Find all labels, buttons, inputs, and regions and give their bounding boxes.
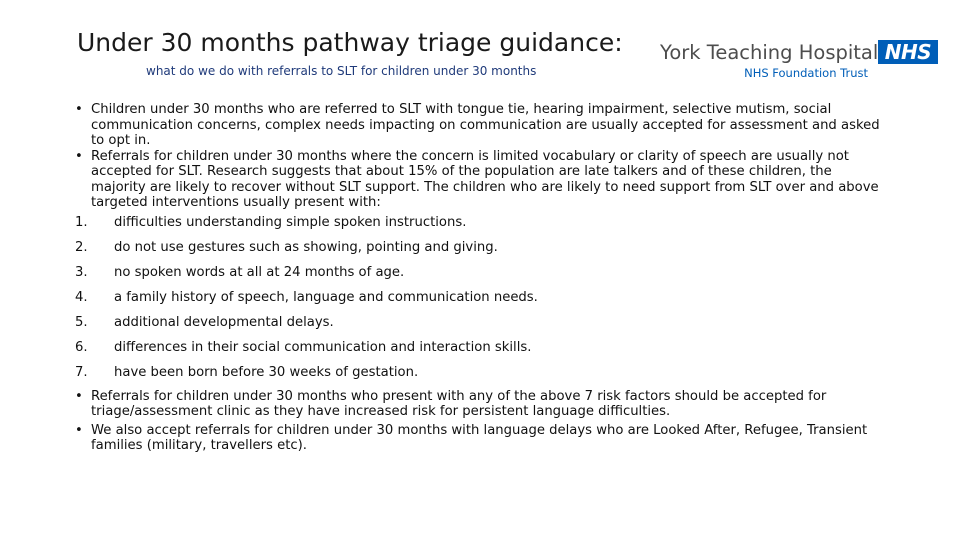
guidance-bullet: [75, 102, 890, 149]
risk-factor-item: [75, 289, 890, 314]
risk-factor-item: [75, 239, 890, 264]
risk-factor-text: difficulties understanding simple spoken instructions.: [114, 214, 467, 230]
risk-factor-text: have been born before 30 weeks of gestation.: [114, 364, 419, 380]
risk-factor-text: do not use gestures such as showing, pointing and giving.: [114, 239, 498, 255]
risk-factor-text: a family history of speech, language and communication needs.: [114, 289, 538, 305]
guidance-bullet: [75, 423, 890, 454]
bullet-marker: •: [75, 388, 83, 404]
page-title: Under 30 months pathway triage guidance:: [77, 28, 623, 57]
risk-factor-item: [75, 364, 890, 389]
bullet-text: Referrals for children under 30 months who present with any of the above 7 risk factors should be accepted for triage/assessment clinic as they have increased risk for persistent language difficulties.: [91, 388, 827, 419]
risk-factor-item: [75, 264, 890, 289]
bullet-text: Children under 30 months who are referred to SLT with tongue tie, hearing impairment, selective mutism, social communication concerns, complex needs impacting on communication are usually accepted for assessment and asked to opt in.: [91, 102, 880, 148]
bullet-marker: •: [75, 148, 83, 164]
risk-factor-item: [75, 214, 890, 239]
risk-factor-number: 3.: [75, 264, 88, 280]
guidance-bullet: [75, 389, 890, 420]
risk-factor-number: 4.: [75, 289, 88, 305]
risk-factor-number: 2.: [75, 239, 88, 255]
risk-factor-item: [75, 339, 890, 364]
risk-factor-text: differences in their social communication and interaction skills.: [114, 339, 532, 355]
risk-factor-number: 1.: [75, 214, 88, 230]
page-subtitle: what do we do with referrals to SLT for children under 30 months: [146, 64, 537, 78]
logo-organisation-name: York Teaching Hospital: [660, 41, 879, 64]
nhs-badge: NHS: [878, 40, 938, 64]
logo-trust-name: NHS Foundation Trust: [744, 66, 868, 80]
risk-factor-number: 5.: [75, 314, 88, 330]
bullet-marker: •: [75, 102, 83, 117]
guidance-bullet: [75, 149, 890, 211]
bullet-marker: •: [75, 422, 83, 438]
risk-factor-number: 7.: [75, 364, 88, 380]
nhs-trust-logo: [660, 38, 944, 82]
risk-factor-text: no spoken words at all at 24 months of age.: [114, 264, 405, 280]
guidance-list: [75, 102, 890, 454]
bullet-text: We also accept referrals for children under 30 months with language delays who are Looked After, Refugee, Transient families (military, travellers etc).: [91, 422, 868, 453]
risk-factor-item: [75, 314, 890, 339]
bullet-text: Referrals for children under 30 months where the concern is limited vocabulary or clarity of speech are usually not accepted for SLT. Research suggests that about 15% of the population are late talkers and of these children, the majority are likely to recover without SLT support. The children who are likely to need support from SLT over and above targeted interventions usually present with:: [91, 148, 879, 210]
risk-factor-text: additional developmental delays.: [114, 314, 334, 330]
risk-factor-number: 6.: [75, 339, 88, 355]
